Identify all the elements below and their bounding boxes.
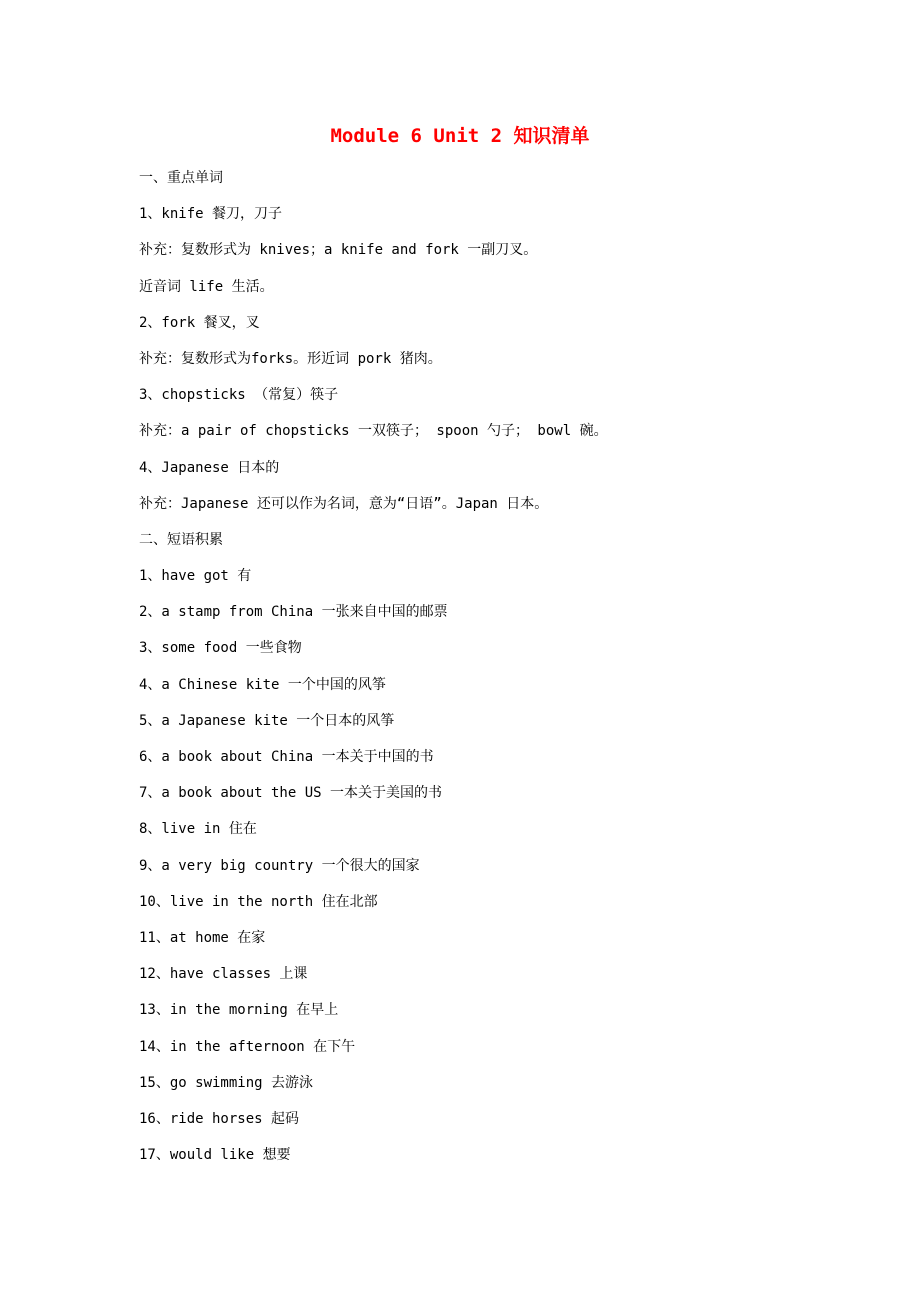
phrase-item: 1、have got 有 <box>139 568 252 585</box>
note-knife-homophone: 近音词 life 生活。 <box>139 278 274 295</box>
phrase-item: 17、would like 想要 <box>139 1147 291 1164</box>
section-heading-phrases: 二、短语积累 <box>139 531 223 548</box>
phrase-item: 11、at home 在家 <box>139 929 266 946</box>
phrase-item: 8、live in 住在 <box>139 821 257 838</box>
note-fork: 补充：复数形式为forks。形近词 pork 猪肉。 <box>139 350 442 367</box>
phrase-item: 7、a book about the US 一本关于美国的书 <box>139 785 443 802</box>
note-knife-plural: 补充：复数形式为 knives；a knife and fork 一副刀叉。 <box>139 242 538 259</box>
phrase-item: 12、have classes 上课 <box>139 966 308 983</box>
phrase-item: 6、a book about China 一本关于中国的书 <box>139 749 434 765</box>
phrase-item: 16、ride horses 起码 <box>139 1110 300 1127</box>
document-body <box>139 160 879 1173</box>
phrase-item: 13、in the morning 在早上 <box>139 1002 339 1019</box>
phrase-item: 9、a very big country 一个很大的国家 <box>139 857 420 874</box>
phrase-item: 2、a stamp from China 一张来自中国的邮票 <box>139 604 448 621</box>
phrase-item: 5、a Japanese kite 一个日本的风筝 <box>139 712 395 729</box>
word-entry-fork: 2、fork 餐叉，叉 <box>139 314 260 331</box>
phrase-item: 3、some food 一些食物 <box>139 640 302 657</box>
phrase-item: 14、in the afternoon 在下午 <box>139 1038 356 1055</box>
phrase-item: 15、go swimming 去游泳 <box>139 1074 314 1091</box>
word-entry-chopsticks: 3、chopsticks （常复）筷子 <box>139 387 339 404</box>
note-chopsticks: 补充：a pair of chopsticks 一双筷子； spoon 勺子； bowl 碗。 <box>139 423 608 440</box>
word-entry-knife: 1、knife 餐刀，刀子 <box>139 206 283 223</box>
phrase-item: 10、live in the north 住在北部 <box>139 893 378 910</box>
document-title: Module 6 Unit 2 知识清单 <box>330 125 590 147</box>
note-japanese: 补充：Japanese 还可以作为名词，意为“日语”。Japan 日本。 <box>139 495 549 512</box>
phrase-item: 4、a Chinese kite 一个中国的风筝 <box>139 676 386 693</box>
section-heading-key-words: 一、重点单词 <box>139 170 223 186</box>
word-entry-japanese: 4、Japanese 日本的 <box>139 459 280 476</box>
